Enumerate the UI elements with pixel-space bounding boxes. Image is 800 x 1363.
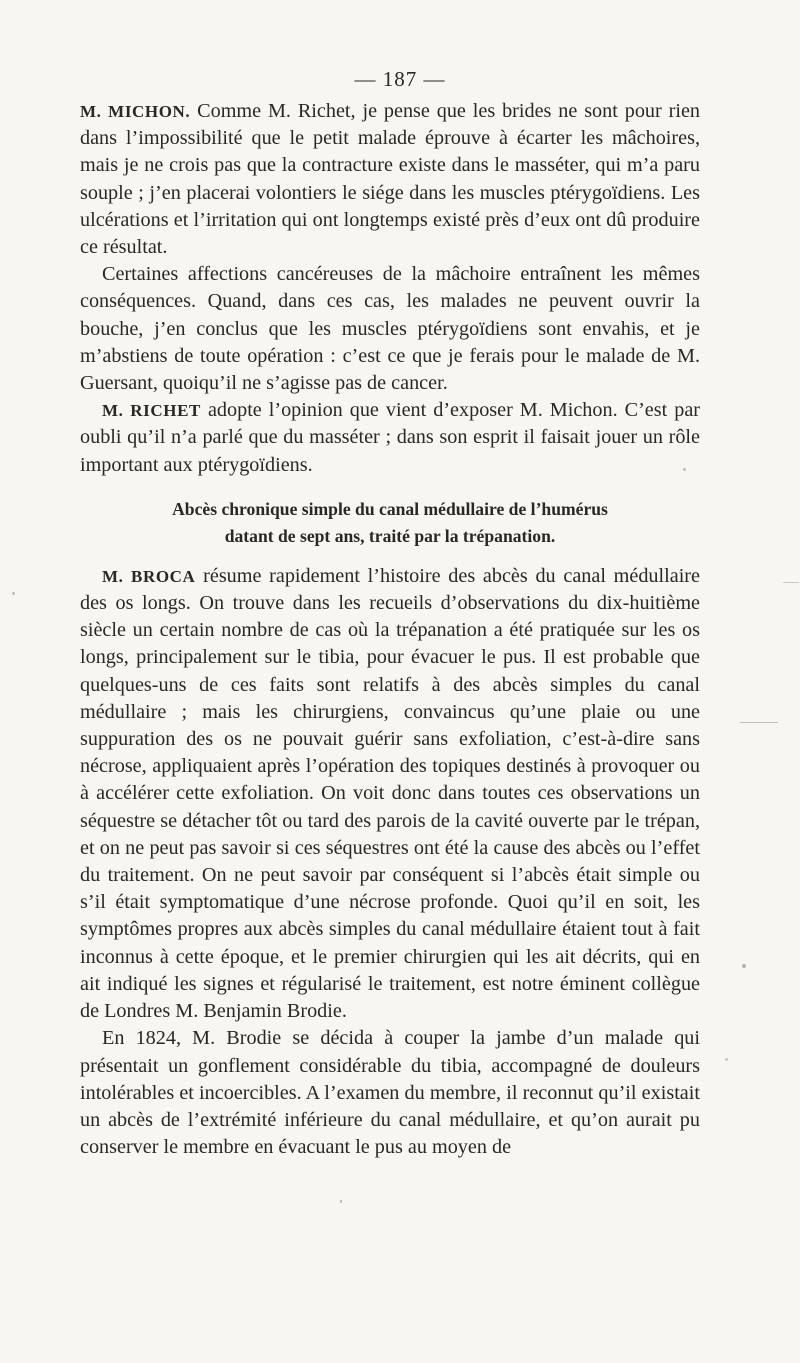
margin-mark: [683, 468, 686, 471]
paragraph-broca: [80, 563, 700, 1025]
paragraph-text: résume rapidement l’histoire des abcès du canal médullaire des os longs. On trouve dans les recueils d’observations du dix-huitième siècle un certain nombre de cas où la trépanation a été pratiquée sur les os longs, principalement sur le tibia, pour évacuer le pus. Il est probable que quelques-uns de ces faits sont relatifs à des abcès simples du canal médullaire ; mais les chirurgiens, convaincus qu’une plaie ou une suppuration des os ne pouvait guérir sans exfoliation, c’est-à-dire sans nécrose, appliquaient après l’opération des topiques destinés à provoquer ou à accélérer cette exfoliation. On voit donc dans toutes ces observations un séquestre se détacher tôt ou tard des parois de la cavité ouverte par le trépan, et on ne peut pas savoir si ces séquestres ont été la cause des abcès ou l’effet du traitement. On ne peut savoir par conséquent si l’abcès était simple ou s’il était symptomatique d’une nécrose profonde. Quoi qu’il en soit, les symptômes propres aux abcès simples du canal médullaire étaient tout à fait inconnus à cette époque, et le premier chirurgien qui les ait décrits, qui en ait indiqué les signes et régularisé le traitement, est notre éminent collègue de Londres M. Benjamin Brodie.: [80, 564, 700, 1023]
section-title-line: Abcès chronique simple du canal médullaire de l’humérus: [172, 498, 608, 519]
paragraph-text: Comme M. Richet, je pense que les brides ne sont pour rien dans l’impossibilité que le petit malade éprouve à écarter les mâchoires, mais je ne crois pas que la contracture existe dans le masséter, qui m’a paru souple ; j’en placerai volontiers le siége dans les muscles ptérygoïdiens. Les ulcérations et l’irritation qui ont longtemps existé près d’eux ont dû produire ce résultat.: [80, 100, 700, 259]
margin-mark: [12, 592, 15, 595]
section-title-line: datant de sept ans, traité par la trépanation.: [224, 525, 556, 546]
paragraph-cancer: [80, 261, 700, 397]
paragraph-richet: [80, 397, 700, 479]
paragraph-brodie: [80, 1025, 700, 1161]
margin-mark: [742, 964, 746, 968]
margin-mark: [740, 722, 778, 723]
margin-mark: [783, 582, 799, 583]
body-text: [80, 98, 700, 1161]
paragraph-text: adopte l’opinion que vient d’exposer M. Michon. C’est par oubli qu’il n’a parlé que du masséter ; dans son esprit il faisait jouer un rôle important aux ptérygoïdiens.: [80, 399, 700, 476]
speaker-name: M. BROCA: [102, 566, 196, 586]
paragraph-text: En 1824, M. Brodie se décida à couper la jambe d’un malade qui présentait un gonflement considérable du tibia, accompagné de douleurs intolérables et incoercibles. A l’examen du membre, il reconnut qu’il existait un abcès de l’extrémité inférieure du canal médullaire, et qu’on aurait pu conserver le membre en évacuant le pus au moyen de: [80, 1027, 700, 1159]
speaker-name: M. RICHET: [102, 401, 201, 421]
paragraph-michon: [80, 98, 700, 261]
page-number: — 187 —: [354, 67, 446, 91]
margin-mark: [725, 1058, 728, 1061]
speaker-name: M. MICHON.: [80, 102, 191, 121]
paragraph-text: Certaines affections cancéreuses de la mâchoire entraînent les mêmes conséquences. Quand, dans ces cas, les malades ne peuvent ouvrir la bouche, j’en conclus que les muscles ptérygoïdiens sont envahis, et je m’abstiens de toute opération : c’est ce que je ferais pour le malade de M. Guersant, quoiqu’il ne s’agisse pas de cancer.: [80, 263, 700, 395]
section-title: [80, 496, 700, 550]
margin-mark: [340, 1200, 342, 1203]
